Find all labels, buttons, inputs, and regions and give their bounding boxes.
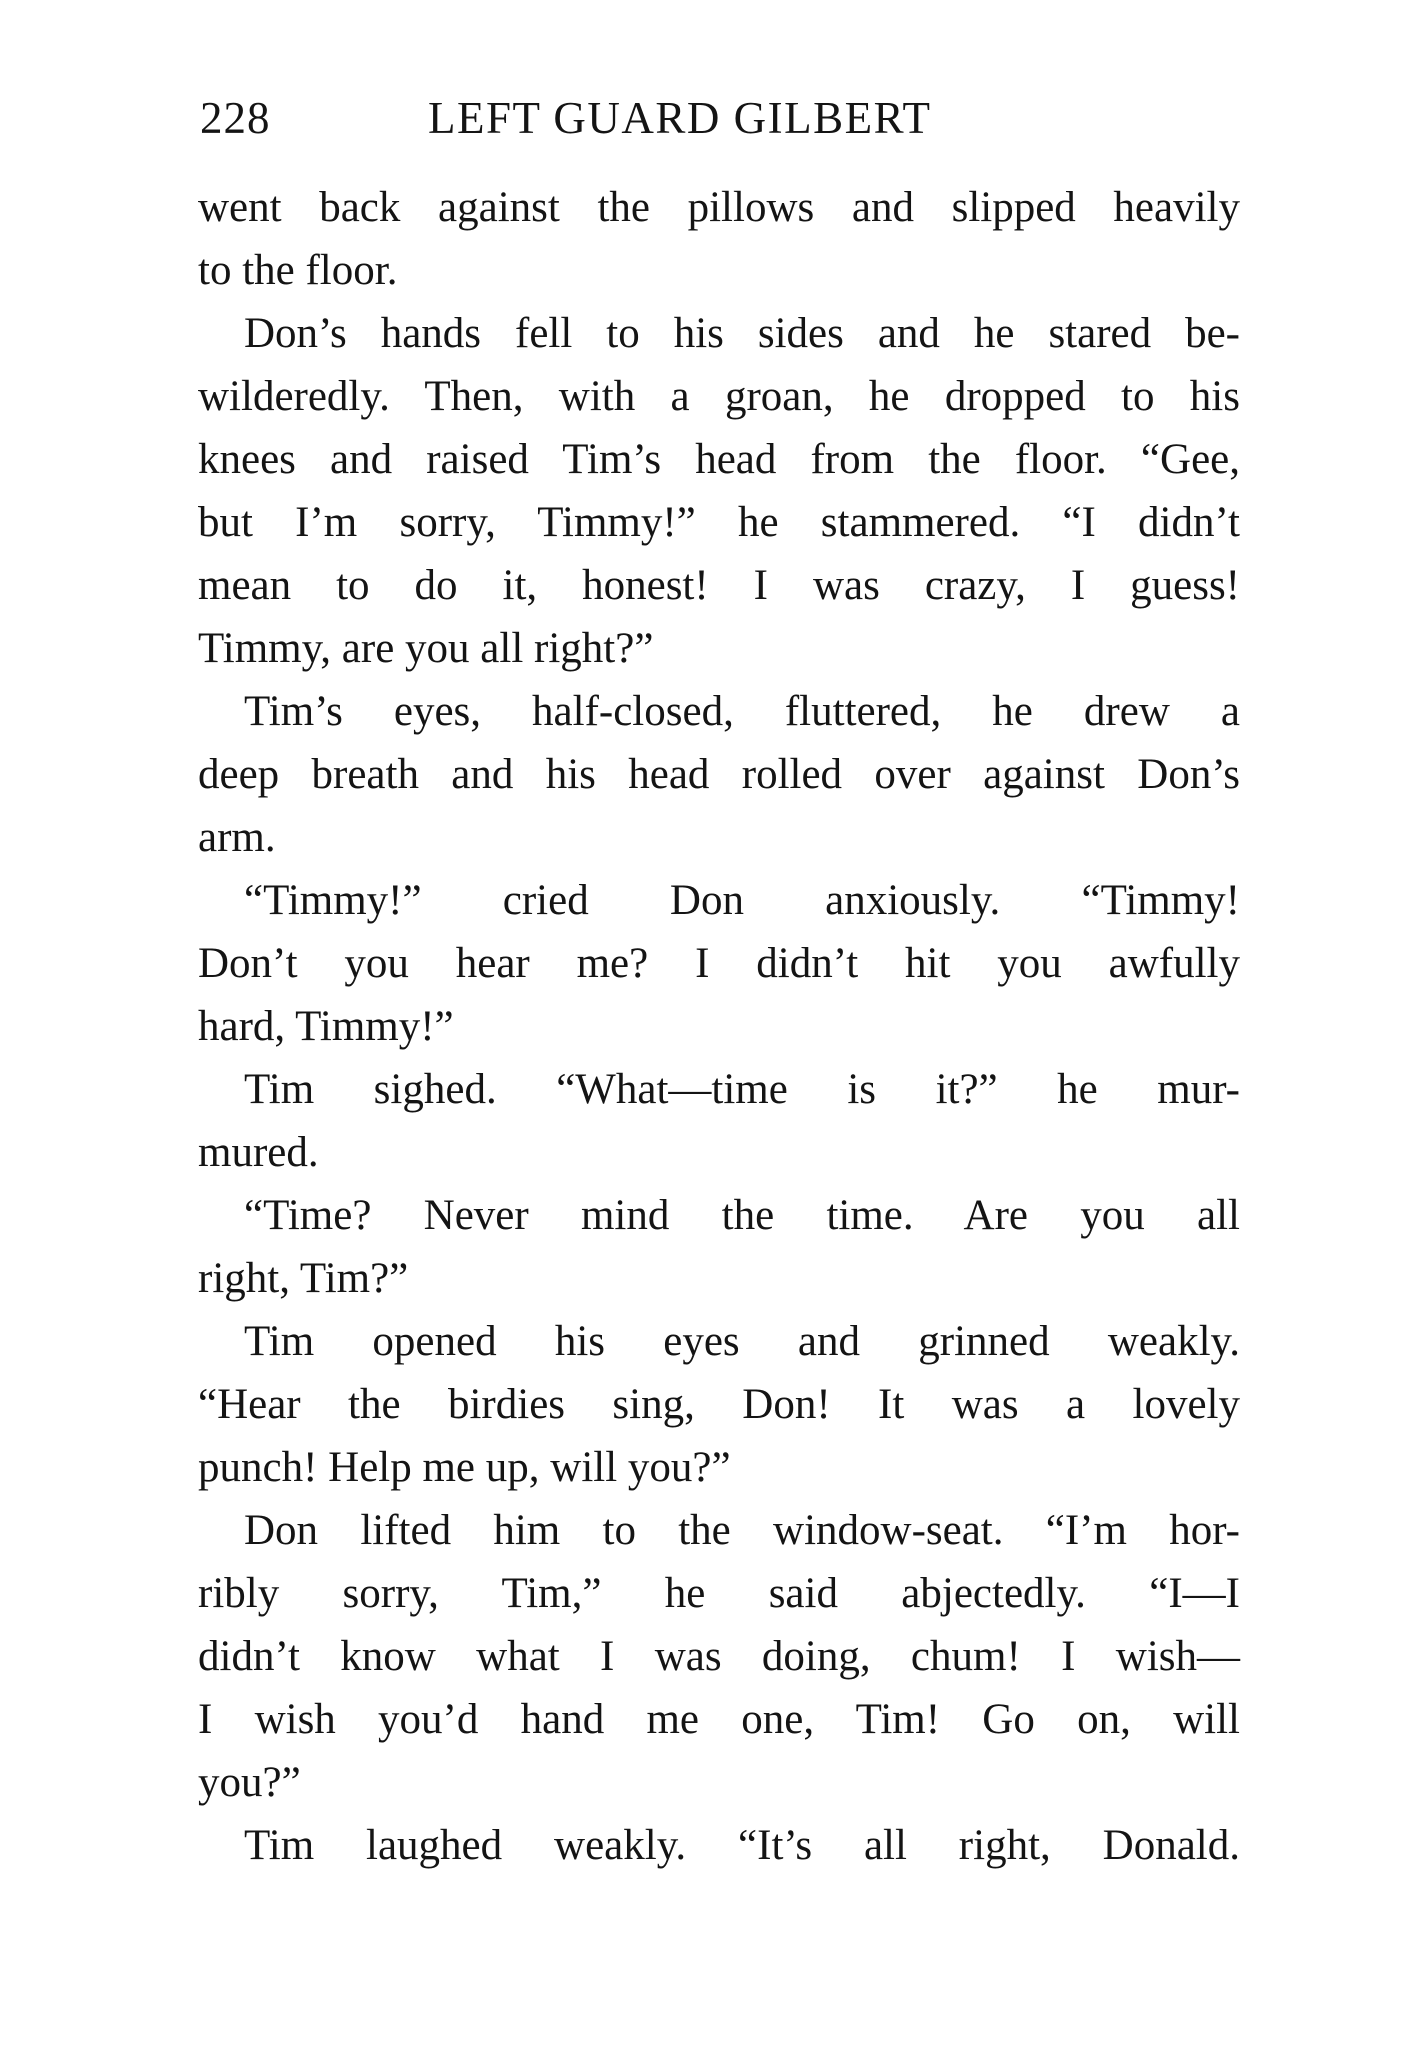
text-line: Tim sighed. “What—time is it?” he mur- xyxy=(244,1066,1240,1113)
text-line: right, Tim?” xyxy=(198,1255,409,1302)
text-line: Tim’s eyes, half-closed, fluttered, he drew a xyxy=(244,688,1240,735)
text-line: but I’m sorry, Timmy!” he stammered. “I didn’t xyxy=(198,499,1240,546)
text-line: Timmy, are you all right?” xyxy=(198,625,654,672)
running-title: LEFT GUARD GILBERT xyxy=(428,93,932,143)
text-line: hard, Timmy!” xyxy=(198,1003,454,1050)
text-line: wilderedly. Then, with a groan, he dropped to his xyxy=(198,373,1240,420)
text-line: went back against the pillows and slipped heavily xyxy=(198,184,1240,231)
text-line: mured. xyxy=(198,1129,319,1176)
text-line: punch! Help me up, will you?” xyxy=(198,1444,731,1491)
text-line: Don lifted him to the window-seat. “I’m hor- xyxy=(244,1507,1240,1554)
text-line: didn’t know what I was doing, chum! I wish— xyxy=(198,1633,1240,1680)
text-line: to the floor. xyxy=(198,247,398,294)
text-line: Don’s hands fell to his sides and he stared be- xyxy=(244,310,1240,357)
text-line: “Timmy!” cried Don anxiously. “Timmy! xyxy=(244,877,1240,924)
text-line: arm. xyxy=(198,814,276,861)
text-line: mean to do it, honest! I was crazy, I guess! xyxy=(198,562,1240,609)
text-line: ribly sorry, Tim,” he said abjectedly. “I—I xyxy=(198,1570,1240,1617)
text-line: knees and raised Tim’s head from the floor. “Gee, xyxy=(198,436,1240,483)
text-line: Tim opened his eyes and grinned weakly. xyxy=(244,1318,1240,1365)
text-line: deep breath and his head rolled over against Don’s xyxy=(198,751,1240,798)
body-text xyxy=(198,176,1240,1877)
page-number: 228 xyxy=(200,93,271,143)
text-line: “Time? Never mind the time. Are you all xyxy=(244,1192,1240,1239)
text-line: you?” xyxy=(198,1759,301,1806)
text-line: Don’t you hear me? I didn’t hit you awfully xyxy=(198,940,1240,987)
text-line: Tim laughed weakly. “It’s all right, Donald. xyxy=(244,1822,1240,1869)
text-line: “Hear the birdies sing, Don! It was a lovely xyxy=(198,1381,1240,1428)
text-line: I wish you’d hand me one, Tim! Go on, will xyxy=(198,1696,1240,1743)
running-head xyxy=(200,92,1240,152)
